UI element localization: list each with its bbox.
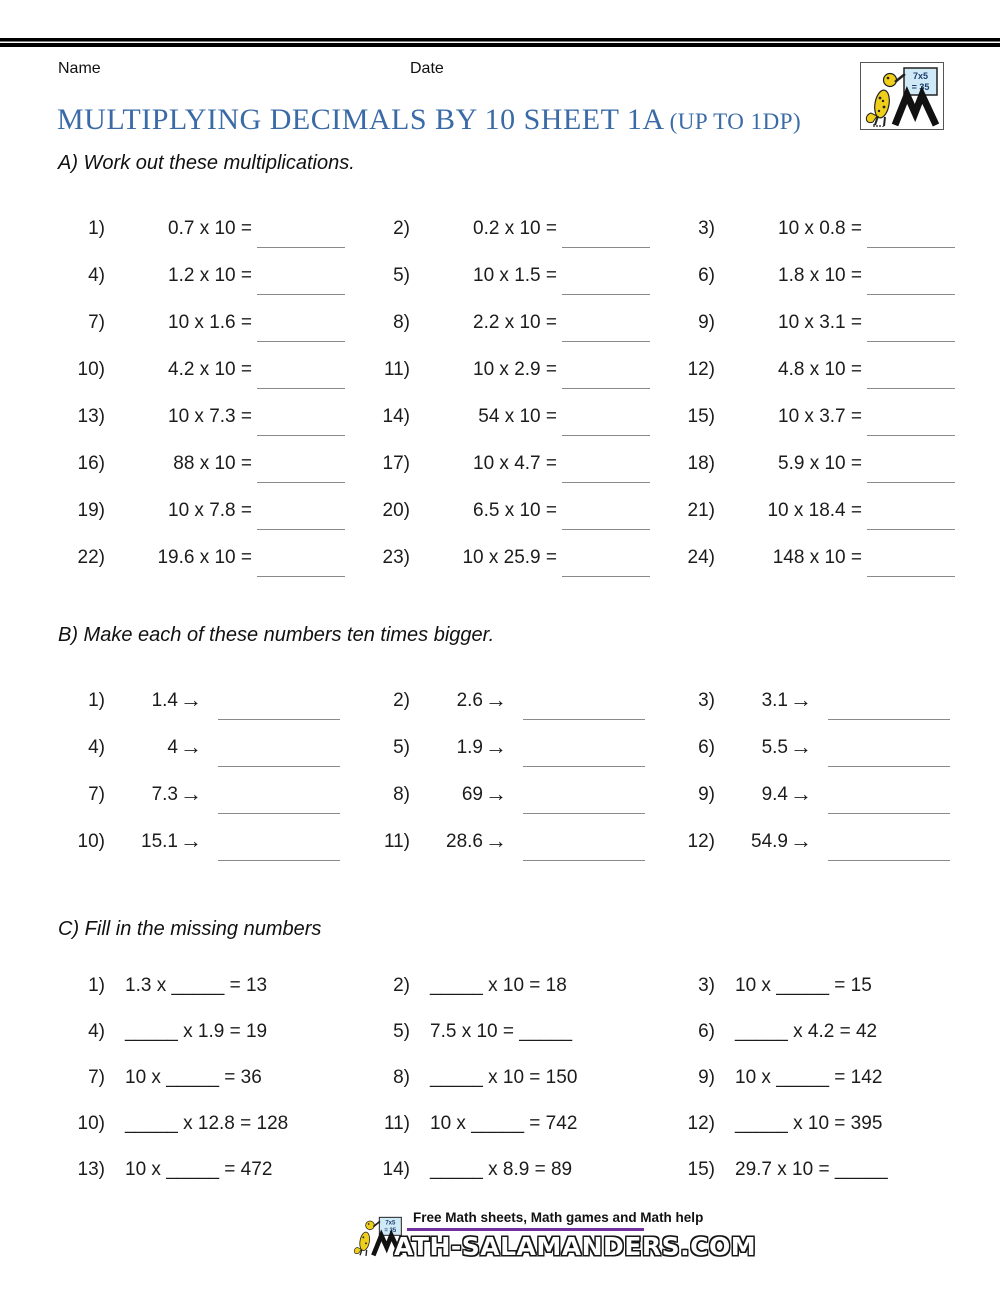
multiplication-problem (60, 401, 345, 448)
problem-number: 13) (77, 1159, 105, 1180)
problem-value: 5.5 (761, 737, 788, 758)
answer-line (218, 688, 340, 720)
right-arrow-icon: → (485, 828, 507, 853)
multiplication-problem (670, 542, 955, 589)
footer (352, 1210, 756, 1261)
right-arrow-icon: → (790, 734, 812, 759)
problem-number: 1) (88, 218, 105, 239)
logo-m-glyph (895, 95, 936, 125)
multiplication-problem (60, 448, 345, 495)
problem-number: 23) (382, 547, 410, 568)
multiplication-problem (365, 260, 650, 307)
problem-number: 1) (88, 975, 105, 996)
problem-number: 19) (77, 500, 105, 521)
problem-text: 7.5 x 10 = _____ (430, 1021, 573, 1042)
answer-line (867, 263, 955, 295)
multiplication-problem (365, 495, 650, 542)
right-arrow-icon: → (180, 828, 202, 853)
multiplication-problem (365, 448, 650, 495)
problem-number: 3) (698, 690, 715, 711)
answer-line (257, 498, 345, 530)
problem-text: 10 x _____ = 472 (125, 1159, 273, 1180)
problem-number: 9) (698, 784, 715, 805)
salamander-logo-icon (863, 65, 941, 127)
problem-number: 6) (698, 1021, 715, 1042)
date-label: Date (410, 60, 444, 77)
problem-value: 9.4 (761, 784, 788, 805)
problem-number: 18) (687, 453, 715, 474)
problem-number: 1) (88, 690, 105, 711)
multiplication-problem (60, 307, 345, 354)
problem-value: 1.9 (456, 737, 483, 758)
missing-number-problem (60, 1154, 345, 1200)
problem-value: 7.3 (151, 784, 178, 805)
right-arrow-icon: → (485, 734, 507, 759)
problem-expression: 6.5 x 10 = (473, 500, 557, 521)
problem-expression: 0.7 x 10 = (168, 218, 252, 239)
answer-line (523, 688, 645, 720)
problem-value: 28.6 (446, 831, 483, 852)
answer-line (562, 216, 650, 248)
footer-tagline: Free Math sheets, Math games and Math help (413, 1210, 704, 1225)
problem-number: 12) (687, 1113, 715, 1134)
problem-expression: 10 x 7.8 = (168, 500, 252, 521)
problem-number: 14) (382, 1159, 410, 1180)
problem-text: _____ x 12.8 = 128 (125, 1113, 289, 1134)
missing-number-problem (670, 1154, 955, 1200)
answer-line (828, 688, 950, 720)
problem-number: 3) (698, 218, 715, 239)
answer-line (218, 735, 340, 767)
problem-number: 4) (88, 265, 105, 286)
problem-number: 2) (393, 690, 410, 711)
times-ten-problem (670, 779, 955, 826)
problem-number: 5) (393, 265, 410, 286)
answer-line (523, 782, 645, 814)
problem-number: 15) (687, 406, 715, 427)
right-arrow-icon: → (485, 687, 507, 712)
missing-number-problem (670, 1016, 955, 1062)
problem-expression: 10 x 1.6 = (168, 312, 252, 333)
problem-text: 1.3 x _____ = 13 (125, 975, 268, 996)
multiplication-problem (670, 448, 955, 495)
problem-number: 6) (698, 737, 715, 758)
problem-number: 15) (687, 1159, 715, 1180)
problem-text: _____ x 8.9 = 89 (430, 1159, 573, 1180)
problem-number: 12) (687, 359, 715, 380)
problem-expression: 10 x 25.9 = (462, 547, 557, 568)
right-arrow-icon: → (180, 734, 202, 759)
svg-text:= 35: = 35 (384, 1228, 397, 1234)
section-c-heading: C) Fill in the missing numbers (58, 918, 322, 940)
problem-number: 11) (383, 1113, 410, 1134)
times-ten-problem (60, 685, 345, 732)
multiplication-problem (365, 401, 650, 448)
problem-value: 2.6 (456, 690, 483, 711)
times-ten-problem (670, 685, 955, 732)
problem-number: 10) (77, 831, 105, 852)
times-ten-problem (670, 826, 955, 873)
problem-expression: 10 x 3.7 = (778, 406, 862, 427)
problem-number: 7) (88, 1067, 105, 1088)
times-ten-problem (365, 779, 650, 826)
missing-number-problem (365, 970, 650, 1016)
problem-expression: 10 x 4.7 = (473, 453, 557, 474)
problem-number: 8) (393, 784, 410, 805)
multiplication-problem (60, 213, 345, 260)
problem-value: 4 (167, 737, 178, 758)
answer-line (562, 498, 650, 530)
times-ten-problem (60, 779, 345, 826)
right-arrow-icon: → (790, 828, 812, 853)
missing-number-problem (670, 1062, 955, 1108)
answer-line (257, 263, 345, 295)
missing-number-problem (365, 1108, 650, 1154)
multiplication-problem (670, 307, 955, 354)
answer-line (562, 263, 650, 295)
answer-line (257, 357, 345, 389)
multiplication-problem (60, 495, 345, 542)
problem-number: 11) (383, 831, 410, 852)
answer-line (828, 829, 950, 861)
problem-text: 10 x _____ = 36 (125, 1067, 262, 1088)
times-ten-problem (365, 685, 650, 732)
board-text-line1: 7x5 (912, 71, 929, 81)
answer-line (867, 404, 955, 436)
problem-number: 12) (687, 831, 715, 852)
answer-line (562, 357, 650, 389)
problem-text: _____ x 10 = 150 (430, 1067, 578, 1088)
multiplication-problem (60, 542, 345, 589)
answer-line (257, 310, 345, 342)
section-a-heading: A) Work out these multiplications. (58, 152, 355, 174)
title-main: MULTIPLYING DECIMALS BY 10 SHEET 1A (57, 103, 665, 136)
multiplication-problem (365, 307, 650, 354)
answer-line (257, 404, 345, 436)
right-arrow-icon: → (180, 687, 202, 712)
problem-number: 14) (382, 406, 410, 427)
times-ten-problem (365, 826, 650, 873)
answer-line (218, 782, 340, 814)
answer-line (562, 451, 650, 483)
problem-number: 8) (393, 312, 410, 333)
salamander-body (873, 89, 892, 119)
missing-number-problem (60, 970, 345, 1016)
problem-value: 69 (461, 784, 483, 805)
multiplication-problem (365, 542, 650, 589)
salamander-head (884, 74, 897, 87)
problem-number: 5) (393, 737, 410, 758)
problem-text: 10 x _____ = 742 (430, 1113, 578, 1134)
problem-expression: 0.2 x 10 = (473, 218, 557, 239)
footer-divider (407, 1228, 644, 1231)
missing-number-problem (670, 1108, 955, 1154)
answer-line (523, 735, 645, 767)
problem-number: 16) (77, 453, 105, 474)
problem-number: 20) (382, 500, 410, 521)
missing-number-problem (60, 1062, 345, 1108)
answer-line (867, 216, 955, 248)
problem-value: 1.4 (151, 690, 178, 711)
problem-number: 7) (88, 312, 105, 333)
multiplication-problem (60, 354, 345, 401)
problem-text: _____ x 4.2 = 42 (735, 1021, 878, 1042)
times-ten-problem (60, 826, 345, 873)
answer-line (562, 404, 650, 436)
answer-line (867, 498, 955, 530)
problem-expression: 10 x 0.8 = (778, 218, 862, 239)
problem-expression: 54 x 10 = (478, 406, 557, 427)
answer-line (867, 357, 955, 389)
answer-line (257, 216, 345, 248)
multiplication-problem (670, 260, 955, 307)
problem-expression: 1.2 x 10 = (168, 265, 252, 286)
multiplication-problem (670, 401, 955, 448)
answer-line (828, 782, 950, 814)
problem-number: 2) (393, 218, 410, 239)
problem-expression: 10 x 1.5 = (473, 265, 557, 286)
answer-line (257, 545, 345, 577)
right-arrow-icon: → (485, 781, 507, 806)
times-ten-problem (670, 732, 955, 779)
problem-number: 13) (77, 406, 105, 427)
multiplication-problem (365, 354, 650, 401)
answer-line (867, 451, 955, 483)
problem-text: _____ x 10 = 18 (430, 975, 567, 996)
site-wordmark: ATH-SALAMANDERS.COM (394, 1232, 757, 1261)
problem-number: 2) (393, 975, 410, 996)
section-c-problems (60, 970, 955, 1200)
problem-text: 10 x _____ = 142 (735, 1067, 883, 1088)
problem-number: 6) (698, 265, 715, 286)
missing-number-problem (365, 1062, 650, 1108)
problem-number: 5) (393, 1021, 410, 1042)
problem-expression: 10 x 3.1 = (778, 312, 862, 333)
problem-number: 3) (698, 975, 715, 996)
problem-expression: 2.2 x 10 = (473, 312, 557, 333)
problem-expression: 4.8 x 10 = (778, 359, 862, 380)
section-a-problems (60, 213, 955, 589)
problem-expression: 1.8 x 10 = (778, 265, 862, 286)
multiplication-problem (670, 354, 955, 401)
missing-number-problem (365, 1016, 650, 1062)
problem-value: 3.1 (761, 690, 788, 711)
page-title (57, 100, 801, 142)
missing-number-problem (365, 1154, 650, 1200)
top-rule (0, 38, 1000, 47)
problem-number: 10) (77, 359, 105, 380)
problem-expression: 10 x 2.9 = (473, 359, 557, 380)
problem-number: 11) (383, 359, 410, 380)
problem-number: 10) (77, 1113, 105, 1134)
problem-value: 54.9 (751, 831, 788, 852)
problem-number: 7) (88, 784, 105, 805)
problem-expression: 19.6 x 10 = (157, 547, 252, 568)
problem-value: 15.1 (141, 831, 178, 852)
multiplication-problem (365, 213, 650, 260)
missing-number-problem (60, 1108, 345, 1154)
problem-text: 29.7 x 10 = _____ (735, 1159, 888, 1180)
answer-line (867, 310, 955, 342)
problem-text: 10 x _____ = 15 (735, 975, 872, 996)
answer-line (867, 545, 955, 577)
problem-number: 8) (393, 1067, 410, 1088)
right-arrow-icon: → (790, 687, 812, 712)
problem-number: 4) (88, 1021, 105, 1042)
right-arrow-icon: → (790, 781, 812, 806)
svg-text:7x5: 7x5 (385, 1220, 396, 1227)
answer-line (218, 829, 340, 861)
problem-expression: 148 x 10 = (772, 547, 862, 568)
multiplication-problem (60, 260, 345, 307)
section-b-problems (60, 685, 955, 873)
board-text-line2: = 35 (911, 82, 930, 92)
answer-line (523, 829, 645, 861)
answer-line (562, 310, 650, 342)
missing-number-problem (670, 970, 955, 1016)
problem-number: 21) (687, 500, 715, 521)
problem-number: 17) (382, 453, 410, 474)
title-suffix: (UP TO 1DP) (669, 109, 802, 134)
problem-expression: 5.9 x 10 = (778, 453, 862, 474)
problem-text: _____ x 10 = 395 (735, 1113, 883, 1134)
times-ten-problem (60, 732, 345, 779)
problem-number: 22) (77, 547, 105, 568)
problem-text: _____ x 1.9 = 19 (125, 1021, 268, 1042)
problem-number: 9) (698, 312, 715, 333)
right-arrow-icon: → (180, 781, 202, 806)
multiplication-problem (670, 213, 955, 260)
times-ten-problem (365, 732, 650, 779)
answer-line (257, 451, 345, 483)
problem-number: 24) (687, 547, 715, 568)
name-label: Name (58, 60, 101, 77)
footer-text-block (394, 1210, 757, 1261)
math-salamanders-logo (860, 62, 944, 130)
missing-number-problem (60, 1016, 345, 1062)
problem-expression: 10 x 7.3 = (168, 406, 252, 427)
problem-expression: 4.2 x 10 = (168, 359, 252, 380)
answer-line (562, 545, 650, 577)
multiplication-problem (670, 495, 955, 542)
problem-number: 4) (88, 737, 105, 758)
problem-expression: 10 x 18.4 = (767, 500, 862, 521)
problem-expression: 88 x 10 = (173, 453, 252, 474)
answer-line (828, 735, 950, 767)
section-b-heading: B) Make each of these numbers ten times bigger. (58, 624, 495, 646)
problem-number: 9) (698, 1067, 715, 1088)
